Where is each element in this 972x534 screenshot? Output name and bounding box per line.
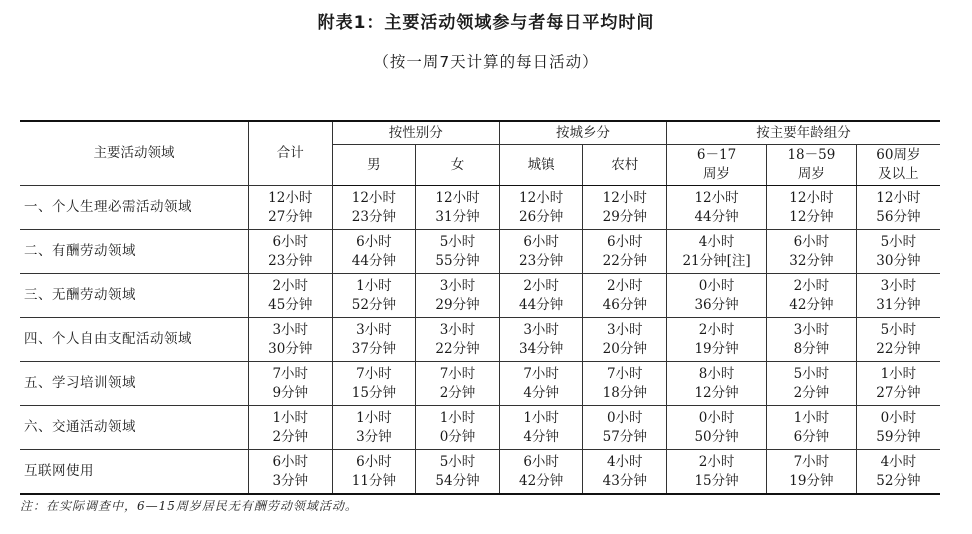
data-cell (767, 274, 857, 318)
data-cell (332, 362, 416, 406)
data-cell (248, 186, 332, 230)
data-cell (499, 450, 583, 495)
cell-minutes: 6分钟 (793, 428, 830, 445)
cell-hours: 3小时 (880, 277, 917, 294)
cell-minutes: 3分钟 (272, 472, 309, 489)
cell-minutes: 22分钟 (602, 252, 647, 269)
cell-minutes: 50分钟 (694, 428, 739, 445)
cell-minutes: 30分钟 (876, 252, 921, 269)
row-label: 六、交通活动领域 (20, 406, 248, 450)
cell-hours: 2小时 (272, 277, 309, 294)
data-cell (583, 406, 667, 450)
cell-minutes: 45分钟 (268, 296, 313, 313)
header-group-age: 按主要年龄组分 (667, 121, 940, 145)
data-cell (583, 230, 667, 274)
cell-hours: 12小时 (435, 189, 480, 206)
cell-minutes: 44分钟 (351, 252, 396, 269)
cell-hours: 1小时 (272, 409, 309, 426)
cell-minutes: 43分钟 (602, 472, 647, 489)
time-use-table (20, 120, 940, 495)
table-row (20, 450, 940, 495)
data-cell (248, 450, 332, 495)
cell-hours: 0小时 (606, 409, 643, 426)
cell-hours: 3小时 (793, 321, 830, 338)
data-cell (332, 406, 416, 450)
row-label: 二、有酬劳动领域 (20, 230, 248, 274)
data-cell (416, 186, 500, 230)
cell-minutes: 11分钟 (351, 472, 396, 489)
data-cell (856, 230, 940, 274)
row-label: 五、学习培训领域 (20, 362, 248, 406)
data-cell (583, 274, 667, 318)
header-age-6-17 (667, 145, 767, 186)
cell-minutes: 8分钟 (793, 340, 830, 357)
data-cell (667, 450, 767, 495)
data-cell (248, 230, 332, 274)
row-label: 一、个人生理必需活动领域 (20, 186, 248, 230)
cell-minutes: 27分钟 (876, 384, 921, 401)
cell-minutes: 22分钟 (876, 340, 921, 357)
cell-hours: 12小时 (268, 189, 313, 206)
table-row (20, 406, 940, 450)
cell-minutes: 2分钟 (439, 384, 476, 401)
cell-minutes: 19分钟 (694, 340, 739, 357)
row-label: 互联网使用 (20, 450, 248, 495)
cell-hours: 7小时 (356, 365, 392, 382)
cell-hours: 12小时 (519, 189, 564, 206)
data-cell (667, 274, 767, 318)
cell-hours: 3小时 (606, 321, 643, 338)
cell-minutes: 23分钟 (519, 252, 564, 269)
cell-minutes: 31分钟 (876, 296, 921, 313)
cell-hours: 12小时 (876, 189, 921, 206)
cell-minutes: 12分钟 (789, 208, 834, 225)
cell-minutes: 30分钟 (268, 340, 313, 357)
data-cell (856, 406, 940, 450)
cell-minutes: 19分钟 (789, 472, 834, 489)
cell-hours: 3小时 (272, 321, 309, 338)
data-cell (856, 274, 940, 318)
cell-hours: 5小时 (439, 453, 476, 470)
cell-hours: 6小时 (356, 453, 392, 470)
cell-minutes: 2分钟 (793, 384, 830, 401)
data-cell (856, 362, 940, 406)
cell-minutes: 4分钟 (523, 384, 559, 401)
data-cell (583, 318, 667, 362)
cell-hours: 6小时 (272, 453, 309, 470)
data-cell (767, 318, 857, 362)
cell-hours: 3小时 (439, 321, 476, 338)
data-cell (499, 186, 583, 230)
cell-minutes: 46分钟 (602, 296, 647, 313)
cell-hours: 1小时 (793, 409, 830, 426)
cell-hours: 4小时 (880, 453, 917, 470)
data-cell (332, 186, 416, 230)
data-cell (416, 230, 500, 274)
cell-minutes: 52分钟 (876, 472, 921, 489)
table-subtitle: （按一周7天计算的每日活动） (373, 53, 599, 71)
header-age-60-plus-line2: 及以上 (878, 166, 919, 182)
header-group-region: 按城乡分 (499, 121, 666, 145)
cell-hours: 1小时 (523, 409, 559, 426)
cell-minutes: 22分钟 (435, 340, 480, 357)
cell-minutes: 42分钟 (789, 296, 834, 313)
data-cell (499, 406, 583, 450)
cell-minutes: 36分钟 (694, 296, 739, 313)
data-cell (416, 362, 500, 406)
cell-hours: 1小时 (439, 409, 476, 426)
cell-minutes: 52分钟 (351, 296, 396, 313)
cell-hours: 6小时 (606, 233, 643, 250)
data-cell (767, 230, 857, 274)
cell-hours: 6小时 (272, 233, 309, 250)
cell-hours: 5小时 (793, 365, 830, 382)
cell-hours: 8小时 (698, 365, 735, 382)
data-cell (667, 318, 767, 362)
table-row (20, 362, 940, 406)
cell-minutes: 20分钟 (602, 340, 647, 357)
cell-minutes: 31分钟 (435, 208, 480, 225)
table-row (20, 274, 940, 318)
footnote: 注：在实际调查中，6—15周岁居民无有酬劳动领域活动。 (20, 499, 358, 513)
cell-hours: 1小时 (356, 277, 392, 294)
cell-hours: 12小时 (351, 189, 396, 206)
cell-hours: 6小时 (523, 453, 559, 470)
cell-minutes: 4分钟 (523, 428, 559, 445)
cell-minutes: 0分钟 (439, 428, 476, 445)
cell-hours: 1小时 (880, 365, 917, 382)
cell-minutes: 54分钟 (435, 472, 480, 489)
cell-minutes: 32分钟 (789, 252, 834, 269)
data-cell (856, 186, 940, 230)
table-row (20, 186, 940, 230)
cell-minutes: 23分钟 (351, 208, 396, 225)
data-cell (416, 406, 500, 450)
cell-minutes: 55分钟 (435, 252, 480, 269)
cell-hours: 7小时 (272, 365, 309, 382)
table-title: 附表1：主要活动领域参与者每日平均时间 (317, 13, 655, 33)
data-cell (583, 450, 667, 495)
cell-hours: 5小时 (880, 321, 917, 338)
cell-minutes: 44分钟 (519, 296, 564, 313)
cell-hours: 6小时 (523, 233, 559, 250)
header-age-6-17-line2: 周岁 (703, 166, 731, 182)
cell-hours: 2小时 (793, 277, 830, 294)
data-cell (248, 406, 332, 450)
header-male: 男 (332, 145, 416, 186)
data-cell (856, 318, 940, 362)
data-cell (332, 450, 416, 495)
data-cell (767, 186, 857, 230)
cell-minutes: 3分钟 (356, 428, 392, 445)
table-row (20, 230, 940, 274)
header-area: 主要活动领域 (20, 121, 248, 186)
data-cell (248, 362, 332, 406)
table-body (20, 186, 940, 495)
header-total: 合计 (248, 121, 332, 186)
row-label: 三、无酬劳动领域 (20, 274, 248, 318)
data-cell (499, 362, 583, 406)
data-cell (583, 186, 667, 230)
cell-minutes: 34分钟 (519, 340, 564, 357)
cell-minutes: 42分钟 (519, 472, 564, 489)
cell-hours: 0小时 (880, 409, 917, 426)
cell-minutes: 12分钟 (694, 384, 739, 401)
cell-hours: 7小时 (439, 365, 476, 382)
data-cell (767, 362, 857, 406)
cell-hours: 2小时 (606, 277, 643, 294)
cell-hours: 2小时 (523, 277, 559, 294)
data-cell (856, 450, 940, 495)
data-cell (583, 362, 667, 406)
cell-hours: 5小时 (880, 233, 917, 250)
cell-hours: 6小时 (356, 233, 392, 250)
cell-minutes: 15分钟 (351, 384, 396, 401)
data-cell (499, 230, 583, 274)
header-urban: 城镇 (499, 145, 583, 186)
cell-minutes: 29分钟 (602, 208, 647, 225)
cell-minutes: 9分钟 (272, 384, 309, 401)
cell-minutes: 44分钟 (694, 208, 739, 225)
header-age-18-59 (767, 145, 857, 186)
header-age-18-59-line2: 周岁 (797, 166, 825, 182)
cell-hours: 7小时 (793, 453, 830, 470)
data-cell (667, 186, 767, 230)
cell-minutes: 2分钟 (272, 428, 309, 445)
cell-minutes: 26分钟 (519, 208, 564, 225)
cell-hours: 7小时 (523, 365, 559, 382)
row-label: 四、个人自由支配活动领域 (20, 318, 248, 362)
header-age-60-plus-line1: 60周岁 (876, 147, 921, 163)
cell-minutes: 37分钟 (351, 340, 396, 357)
header-age-6-17-line1: 6－17 (696, 147, 737, 163)
cell-minutes: 29分钟 (435, 296, 480, 313)
cell-hours: 5小时 (439, 233, 476, 250)
cell-hours: 0小时 (698, 409, 735, 426)
data-cell (667, 362, 767, 406)
data-cell (767, 450, 857, 495)
header-female: 女 (416, 145, 500, 186)
cell-hours: 3小时 (523, 321, 559, 338)
data-cell (248, 318, 332, 362)
data-cell (332, 230, 416, 274)
cell-hours: 12小时 (789, 189, 834, 206)
data-cell (667, 406, 767, 450)
data-cell (499, 274, 583, 318)
header-group-gender: 按性别分 (332, 121, 499, 145)
cell-hours: 6小时 (793, 233, 830, 250)
cell-hours: 3小时 (356, 321, 392, 338)
cell-hours: 3小时 (439, 277, 476, 294)
cell-hours: 12小时 (602, 189, 647, 206)
cell-hours: 7小时 (606, 365, 643, 382)
table-row (20, 318, 940, 362)
cell-minutes: 57分钟 (602, 428, 647, 445)
header-age-60-plus (856, 145, 940, 186)
data-cell (767, 406, 857, 450)
cell-hours: 4小时 (606, 453, 643, 470)
cell-hours: 4小时 (698, 233, 735, 250)
cell-hours: 2小时 (698, 321, 735, 338)
header-rural: 农村 (583, 145, 667, 186)
header-age-18-59-line1: 18－59 (787, 147, 836, 163)
cell-minutes: 23分钟 (268, 252, 313, 269)
cell-hours: 1小时 (356, 409, 392, 426)
data-cell (416, 450, 500, 495)
data-cell (416, 318, 500, 362)
cell-minutes: 21分钟[注] (682, 252, 751, 269)
data-cell (332, 274, 416, 318)
data-cell (248, 274, 332, 318)
cell-minutes: 18分钟 (602, 384, 647, 401)
cell-hours: 12小时 (694, 189, 739, 206)
data-cell (416, 274, 500, 318)
cell-hours: 2小时 (698, 453, 735, 470)
cell-minutes: 27分钟 (268, 208, 313, 225)
data-cell (667, 230, 767, 274)
data-cell (499, 318, 583, 362)
cell-minutes: 59分钟 (876, 428, 921, 445)
cell-hours: 0小时 (698, 277, 735, 294)
cell-minutes: 56分钟 (876, 208, 921, 225)
cell-minutes: 15分钟 (694, 472, 739, 489)
data-cell (332, 318, 416, 362)
